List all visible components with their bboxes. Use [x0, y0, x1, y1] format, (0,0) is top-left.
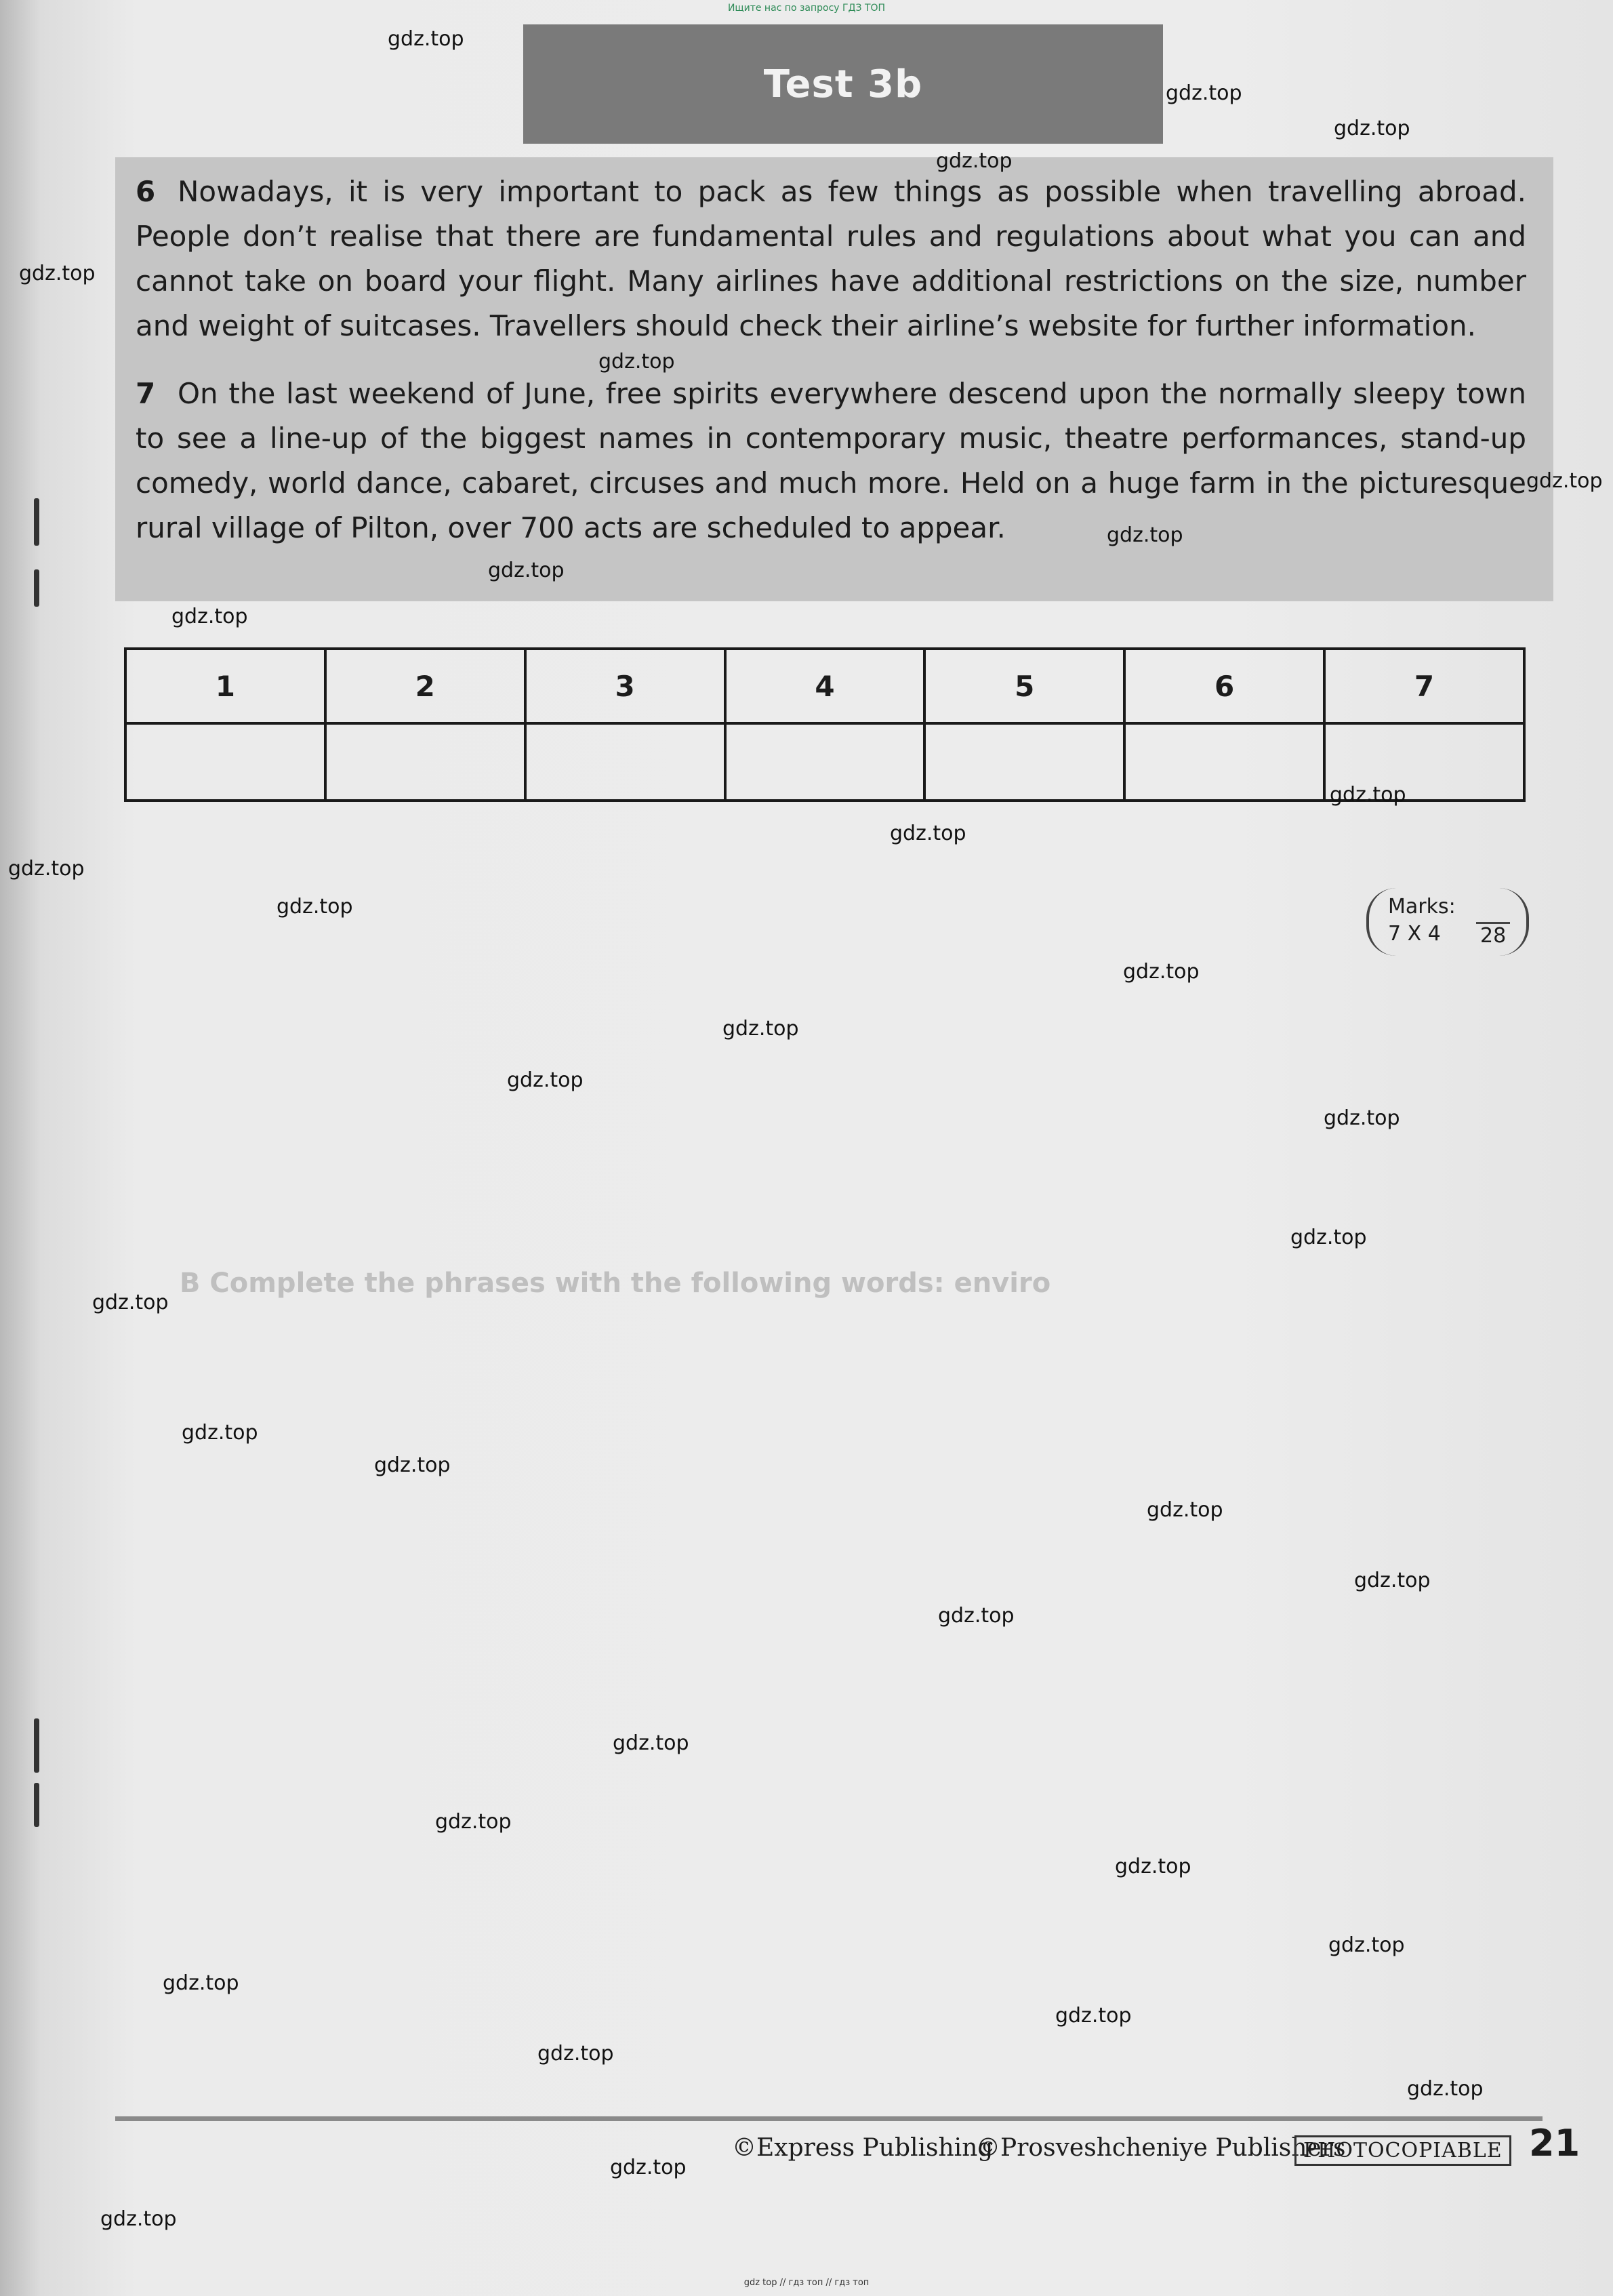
watermark: gdz.top — [537, 2042, 614, 2066]
binder-mark — [34, 1718, 39, 1773]
watermark: gdz.top — [1055, 2004, 1132, 2028]
faded-bleedthrough-text: B Complete the phrases with the following words: enviro — [180, 1268, 1051, 1299]
watermark: gdz.top — [938, 1604, 1015, 1628]
answer-column-header: 3 — [525, 649, 725, 723]
watermark: gdz.top — [1147, 1498, 1223, 1522]
photocopiable-badge: PHOTOCOPIABLE — [1294, 2135, 1511, 2166]
publisher-credit: ©Express Publishing — [732, 2134, 994, 2162]
watermark: gdz.top — [1328, 1933, 1405, 1957]
watermark: gdz.top — [163, 1971, 239, 1995]
paragraph-number: 7 — [136, 377, 156, 410]
answer-column-header: 1 — [125, 649, 325, 723]
watermark: gdz.top — [1330, 783, 1406, 807]
page-number: 21 — [1529, 2122, 1580, 2164]
answer-column-header: 2 — [325, 649, 525, 723]
watermark: gdz.top — [890, 822, 966, 845]
answer-cell[interactable] — [525, 723, 725, 801]
watermark: gdz.top — [1166, 81, 1242, 105]
watermark: gdz.top — [613, 1731, 689, 1755]
answer-table-input-row — [125, 723, 1524, 801]
answer-cell[interactable] — [1124, 723, 1324, 801]
watermark: gdz.top — [1334, 117, 1410, 140]
watermark: gdz.top — [610, 2156, 687, 2179]
watermark: gdz.top — [936, 149, 1013, 173]
watermark: gdz.top — [488, 559, 565, 582]
binder-mark — [34, 498, 39, 546]
watermark: gdz.top — [388, 27, 464, 51]
answer-column-header: 7 — [1324, 649, 1524, 723]
binder-mark — [34, 569, 39, 607]
watermark: gdz.top — [1354, 1569, 1431, 1592]
paragraph-text: On the last weekend of June, free spirits everywhere descend upon the normally sleepy town to see a line-up of the biggest names in contemporary music, theatre performances, stand-up comedy, world dance, cabaret, circuses and much more. Held on a huge farm in the picturesque rural village of Pilton, over 700 acts are scheduled to appear. — [136, 377, 1526, 544]
watermark: gdz.top — [722, 1017, 799, 1041]
marks-total: 28 — [1476, 922, 1510, 948]
binder-mark — [34, 1783, 39, 1827]
watermark: gdz.top — [1526, 469, 1603, 493]
watermark: gdz.top — [92, 1291, 169, 1314]
paragraph-6 — [136, 169, 1526, 348]
watermark: gdz.top — [1123, 960, 1200, 984]
paragraph-text: Nowadays, it is very important to pack as few things as possible when travelling abroad. People don’t realise that there are fundamental rules and regulations about what you can and cannot take on board your flight. Many airlines have additional restrictions on the size, number and weight of suitcases. Travellers should check their airline’s website for further information. — [136, 175, 1526, 342]
answer-cell[interactable] — [125, 723, 325, 801]
answer-table-header-row — [125, 649, 1524, 723]
watermark: gdz.top — [19, 262, 96, 285]
watermark: gdz.top — [374, 1453, 451, 1477]
answer-table — [124, 647, 1526, 802]
marks-box — [1366, 888, 1529, 956]
answer-column-header: 6 — [1124, 649, 1324, 723]
watermark: gdz.top — [171, 605, 248, 628]
watermark: gdz.top — [100, 2207, 177, 2231]
answer-cell[interactable] — [325, 723, 525, 801]
top-watermark-note: Ищите нас по запросу ГДЗ ТОП — [727, 3, 886, 14]
watermark: gdz.top — [507, 1068, 584, 1092]
footer-rule — [115, 2116, 1543, 2121]
watermark: gdz.top — [1407, 2077, 1484, 2101]
marks-formula: 7 X 4 — [1388, 922, 1441, 946]
marks-label: Marks: — [1388, 895, 1456, 919]
answer-column-header: 5 — [924, 649, 1124, 723]
bottom-watermark-note: gdz top // гдз топ // гдз топ — [743, 2278, 870, 2288]
watermark: gdz.top — [1324, 1106, 1400, 1130]
answer-column-header: 4 — [725, 649, 925, 723]
watermark: gdz.top — [598, 350, 675, 374]
watermark: gdz.top — [1107, 523, 1183, 547]
test-header-band — [523, 24, 1163, 144]
paragraph-7 — [136, 371, 1526, 550]
publisher-credit: ©Prosveshcheniye Publishers — [976, 2134, 1346, 2162]
watermark: gdz.top — [435, 1810, 512, 1834]
watermark: gdz.top — [277, 895, 353, 919]
page-title: Test 3b — [763, 62, 923, 106]
watermark: gdz.top — [1115, 1855, 1191, 1878]
watermark: gdz.top — [182, 1421, 258, 1445]
watermark: gdz.top — [8, 857, 85, 881]
answer-cell[interactable] — [725, 723, 925, 801]
watermark: gdz.top — [1290, 1226, 1367, 1249]
answer-cell[interactable] — [924, 723, 1124, 801]
paragraph-number: 6 — [136, 175, 156, 208]
